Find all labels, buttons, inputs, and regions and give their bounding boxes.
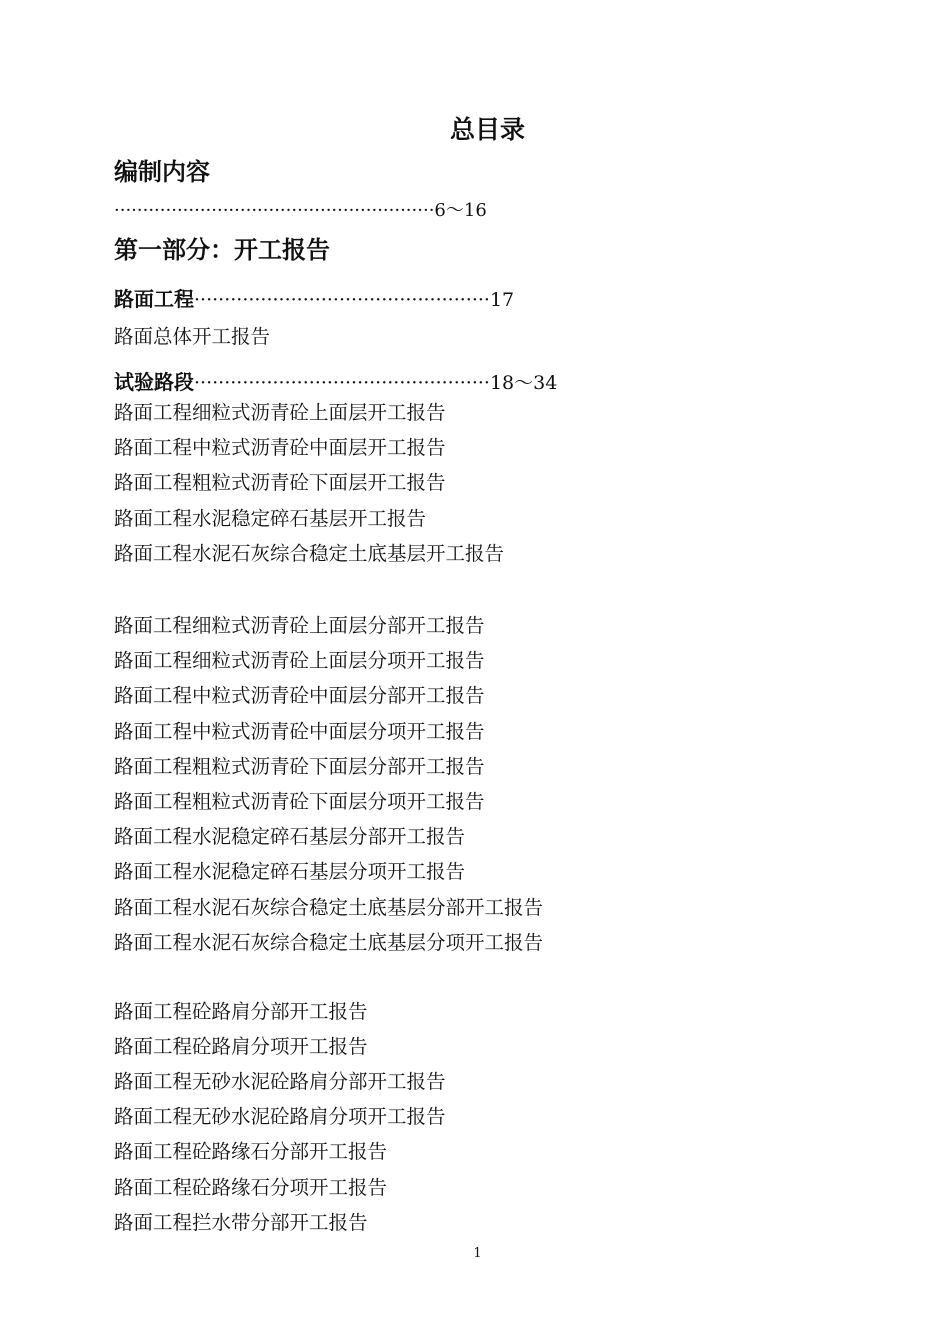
- toc-label: 试验路段: [114, 370, 194, 394]
- list-item: 路面工程细粒式沥青砼上面层分部开工报告: [114, 614, 485, 637]
- list-item: 路面工程水泥石灰综合稳定土底基层分部开工报告: [114, 895, 544, 919]
- list-item: 路面工程中粒式沥青砼中面层分部开工报告: [114, 684, 485, 708]
- page-title: 总目录: [449, 115, 525, 144]
- page-number: 1: [473, 1246, 482, 1261]
- toc-leader: ·················································: [194, 289, 490, 311]
- list-item: 路面工程砼路缘石分项开工报告: [114, 1175, 388, 1199]
- road-toc-entry[interactable]: [114, 283, 514, 312]
- list-item: 路面工程无砂水泥砼路肩分部开工报告: [114, 1070, 446, 1094]
- list-item: 路面工程水泥稳定碎石基层分项开工报告: [114, 860, 466, 884]
- list-item: 路面工程砼路缘石分部开工报告: [114, 1140, 388, 1164]
- list-item: 路面工程砼路肩分项开工报告: [114, 1035, 368, 1059]
- toc-page-range: 6～16: [434, 200, 487, 221]
- list-item: 路面工程砼路肩分部开工报告: [114, 1000, 368, 1023]
- list-item: 路面工程中粒式沥青砼中面层分项开工报告: [114, 719, 485, 743]
- list-item: 路面工程粗粒式沥青砼下面层开工报告: [114, 471, 446, 495]
- list-item: 路面工程无砂水泥砼路肩分项开工报告: [114, 1105, 446, 1129]
- toc-leader: ························································: [114, 200, 435, 221]
- list-item: 路面工程拦水带分部开工报告: [114, 1210, 368, 1234]
- toc-label: 路面工程: [114, 287, 194, 311]
- list-item: 路面工程粗粒式沥青砼下面层分部开工报告: [114, 754, 485, 778]
- list-item: 路面工程水泥稳定碎石基层分部开工报告: [114, 825, 466, 849]
- toc-leader: ·················································: [194, 372, 490, 394]
- list-item: 路面工程细粒式沥青砼上面层分项开工报告: [114, 649, 485, 673]
- list-item: 路面工程细粒式沥青砼上面层开工报告: [114, 401, 446, 424]
- toc-page-range: 18～34: [489, 372, 558, 394]
- part1-heading: 第一部分：开工报告: [114, 236, 330, 264]
- list-item: 路面工程水泥石灰综合稳定土底基层分项开工报告: [114, 930, 544, 954]
- trial-toc-entry[interactable]: [114, 366, 557, 395]
- compile-heading: 编制内容: [114, 158, 210, 186]
- list-item: 路面工程粗粒式沥青砼下面层分项开工报告: [114, 790, 485, 813]
- compile-toc-entry[interactable]: [114, 196, 487, 222]
- list-item: 路面工程水泥石灰综合稳定土底基层开工报告: [114, 541, 505, 565]
- list-item: 路面工程水泥稳定碎石基层开工报告: [114, 506, 427, 530]
- list-item: 路面工程中粒式沥青砼中面层开工报告: [114, 436, 446, 460]
- toc-page-range: 17: [489, 289, 515, 311]
- overall-report-line: 路面总体开工报告: [114, 325, 271, 348]
